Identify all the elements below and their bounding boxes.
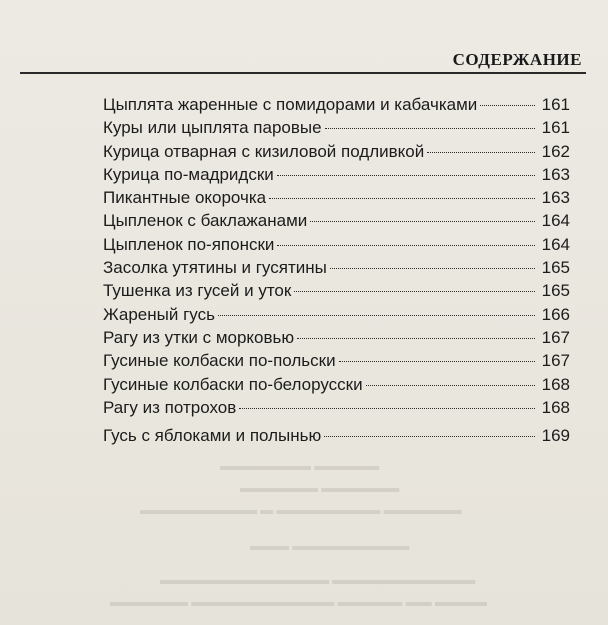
- toc-entry-page-number: 162: [541, 141, 570, 161]
- dot-leader: [325, 128, 535, 129]
- toc-entry-page-number: 165: [541, 281, 570, 301]
- toc-entry-page-number: 161: [541, 95, 570, 114]
- toc-entry-title: Рагу из утки с морковью: [103, 327, 295, 347]
- toc-entry-title: Тушенка из гусей и уток: [103, 281, 292, 301]
- toc-entry: [103, 396, 570, 419]
- dot-leader: [339, 361, 535, 362]
- toc-entry: [103, 256, 570, 279]
- dot-leader: [269, 198, 535, 199]
- toc-entry: [103, 93, 570, 116]
- dot-leader: [427, 152, 535, 153]
- dot-leader: [310, 221, 535, 222]
- toc-entry-page-number: 163: [541, 188, 570, 208]
- toc-entry-page-number: 167: [541, 327, 570, 347]
- toc-entry-page-number: 166: [541, 304, 570, 324]
- toc-entry: [103, 424, 570, 447]
- toc-entry-page-number: 161: [541, 118, 570, 138]
- toc-entry-title: Рагу из потрохов: [103, 397, 237, 417]
- dot-leader: [277, 175, 535, 176]
- table-of-contents: [103, 93, 570, 447]
- dot-leader: [330, 268, 535, 269]
- bleed-through-text: ▬▬▬▬▬▬▬ ▬▬▬▬▬: [220, 458, 380, 473]
- toc-entry: [103, 349, 570, 372]
- toc-entry-title: Засолка утятины и гусятины: [103, 258, 327, 278]
- toc-entry: [103, 116, 570, 139]
- toc-entry: [103, 279, 570, 302]
- bleed-through-text: ▬▬▬▬▬▬ ▬▬▬▬▬▬▬▬▬▬▬ ▬▬▬▬▬ ▬▬ ▬▬▬▬: [110, 594, 487, 609]
- header-divider: [20, 72, 586, 74]
- toc-entry-title: Пикантные окорочка: [103, 188, 267, 208]
- toc-entry: [103, 163, 570, 186]
- dot-leader: [480, 105, 535, 106]
- bleed-through-text: ▬▬▬▬▬▬▬▬▬▬▬▬▬ ▬▬▬▬▬▬▬▬▬▬▬: [160, 572, 476, 587]
- toc-entry-title: Цыпленок с баклажанами: [103, 211, 308, 231]
- dot-leader: [324, 436, 535, 437]
- toc-entry-title: Цыплята жаренные с помидорами и кабачками: [103, 95, 478, 114]
- toc-entry-title: Куры или цыплята паровые: [103, 118, 322, 138]
- page-header: [20, 38, 586, 72]
- dot-leader: [366, 385, 535, 386]
- toc-entry-page-number: 168: [541, 397, 570, 417]
- toc-entry: [103, 209, 570, 232]
- toc-entry-page-number: 168: [541, 374, 570, 394]
- toc-entry: [103, 303, 570, 326]
- dot-leader: [297, 338, 535, 339]
- toc-entry: [103, 233, 570, 256]
- toc-entry-title: Курица отварная с кизиловой подливкой: [103, 141, 425, 161]
- toc-entry-page-number: 164: [541, 234, 570, 254]
- bleed-through-text: ▬▬▬▬▬▬▬▬▬ ▬ ▬▬▬▬▬▬▬▬ ▬▬▬▬▬▬: [140, 502, 462, 517]
- dot-leader: [277, 245, 535, 246]
- page-title: СОДЕРЖАНИЕ: [452, 50, 582, 69]
- toc-entry-page-number: 163: [541, 164, 570, 184]
- toc-entry-title: Гусиные колбаски по-белорусски: [103, 374, 363, 394]
- toc-entry-page-number: 167: [541, 351, 570, 371]
- toc-entry: [103, 326, 570, 349]
- toc-entry: [103, 186, 570, 209]
- bleed-through-text: ▬▬▬▬▬▬ ▬▬▬▬▬▬: [240, 480, 400, 495]
- toc-entry-page-number: 165: [541, 258, 570, 278]
- bleed-through-text: ▬▬▬ ▬▬▬▬▬▬▬▬▬: [250, 538, 410, 553]
- toc-entry-title: Курица по-мадридски: [103, 164, 274, 184]
- toc-entry-page-number: 164: [541, 211, 570, 231]
- dot-leader: [239, 408, 535, 409]
- dot-leader: [294, 291, 535, 292]
- toc-entry: [103, 373, 570, 396]
- toc-entry-title: Цыпленок по-японски: [103, 234, 275, 254]
- toc-entry-title: Гусиные колбаски по-польски: [103, 351, 336, 371]
- dot-leader: [218, 315, 535, 316]
- toc-entry-title: Жареный гусь: [103, 304, 215, 324]
- toc-entry-title: Гусь с яблоками и полынью: [103, 426, 322, 446]
- toc-entry: [103, 140, 570, 163]
- toc-entry-page-number: 169: [541, 426, 570, 446]
